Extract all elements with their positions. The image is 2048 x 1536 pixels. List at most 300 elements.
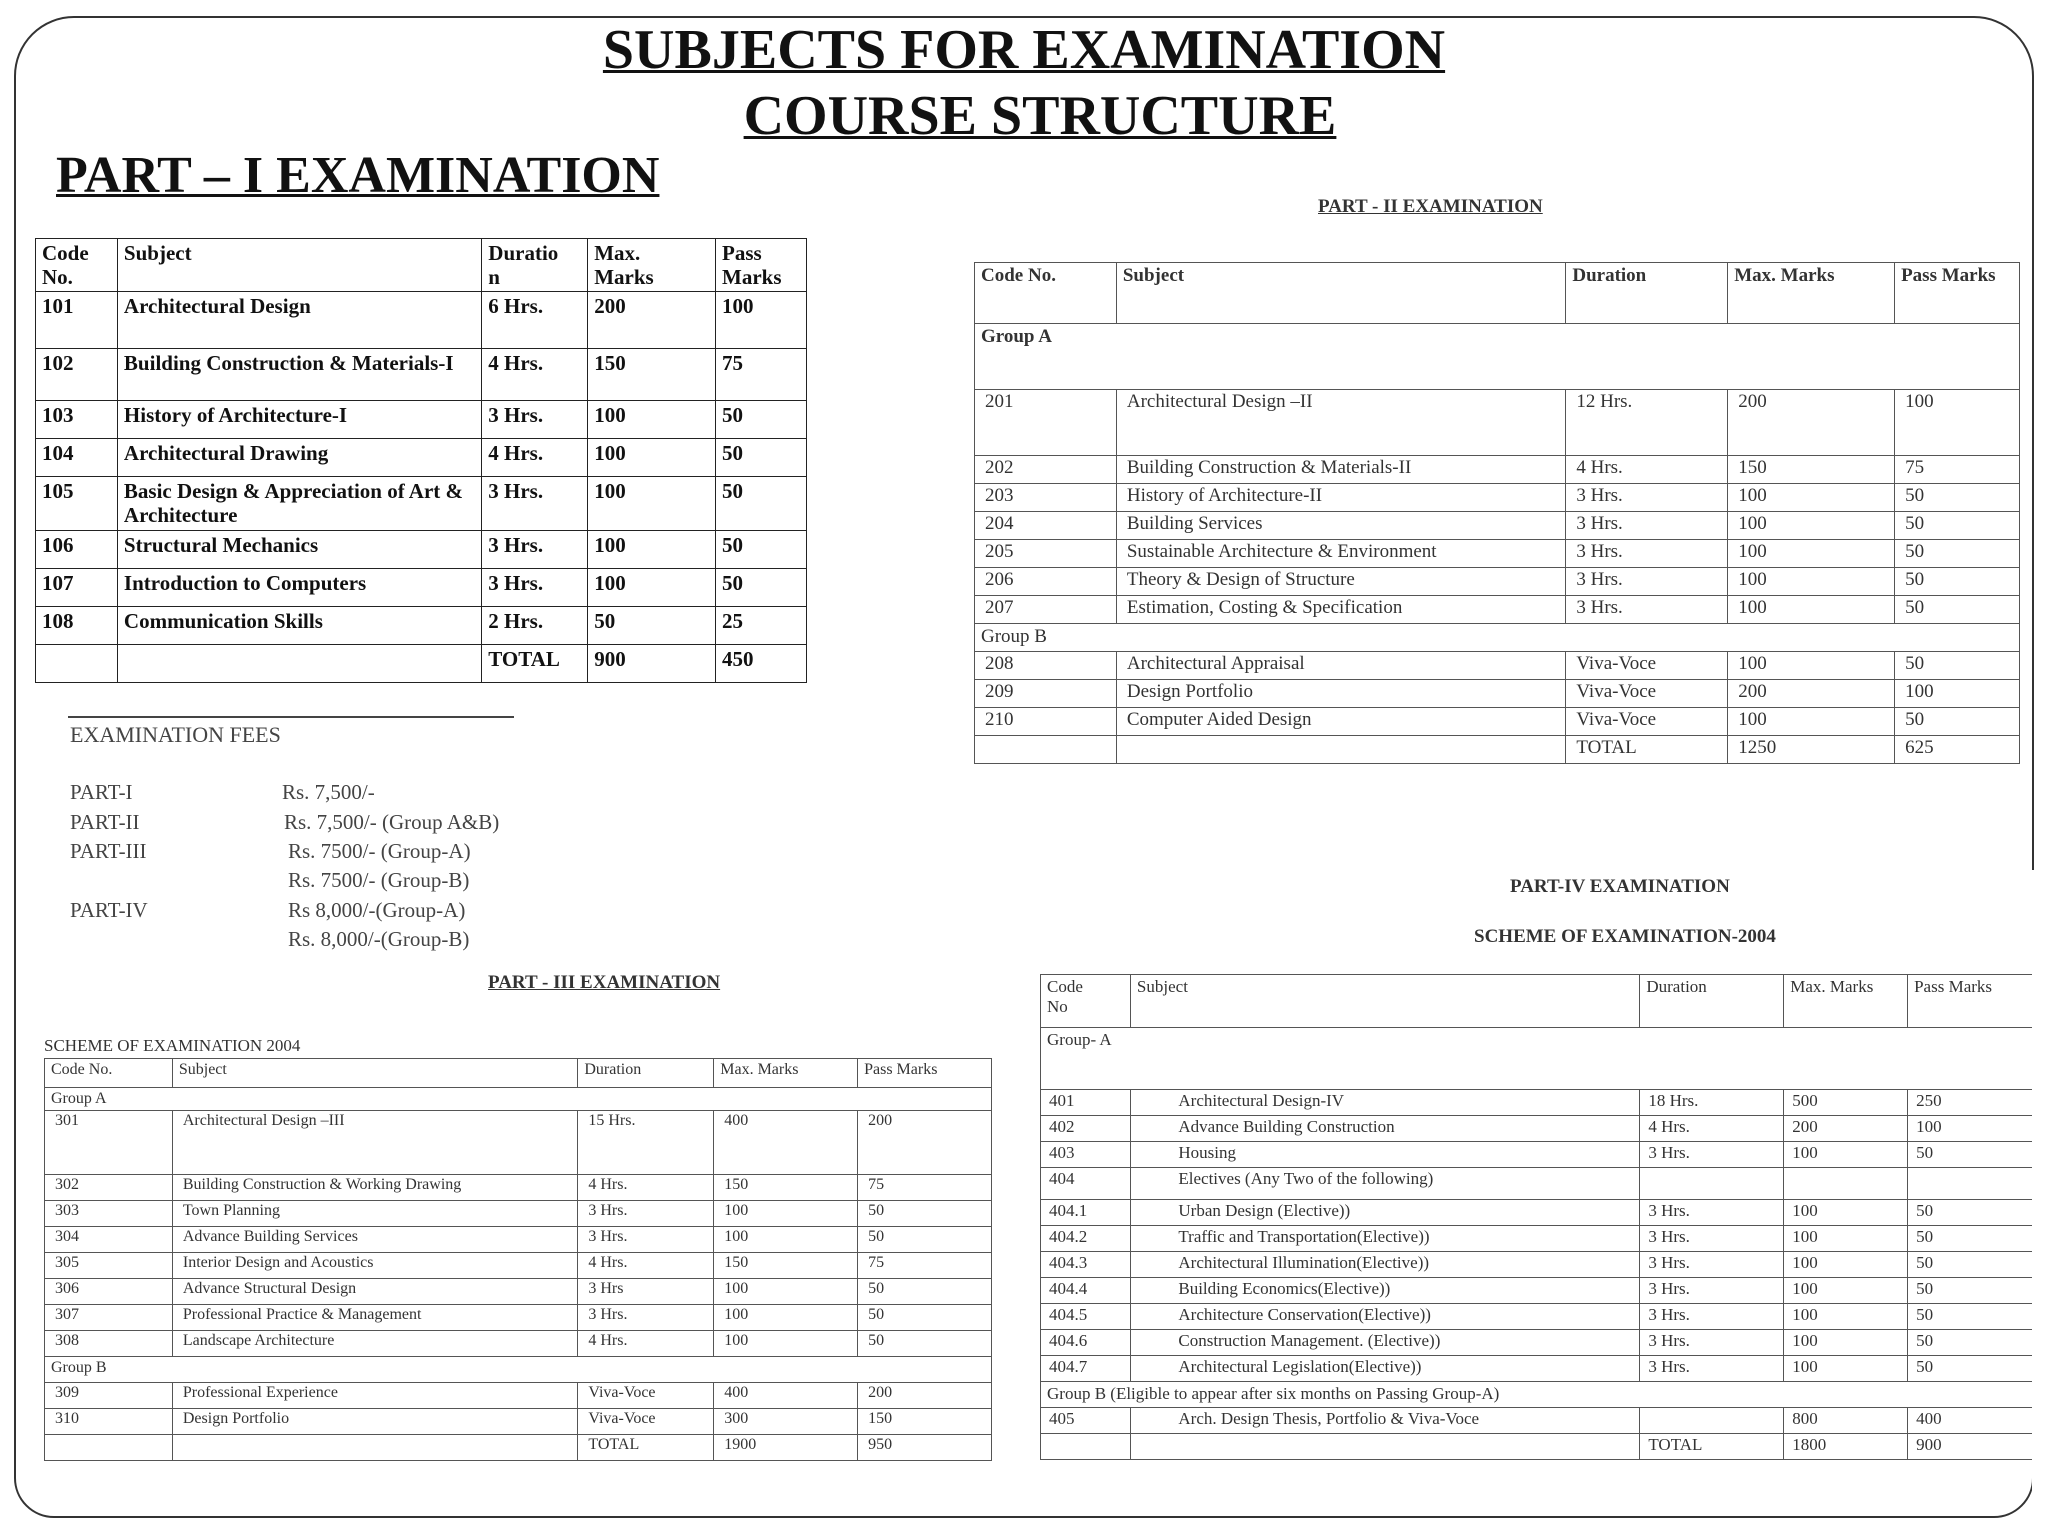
table-cell: Building Construction & Materials-I — [117, 349, 481, 401]
fee-part: PART-I — [70, 780, 133, 804]
table-cell: 1900 — [714, 1435, 858, 1461]
table-cell: 100 — [588, 477, 716, 530]
table-row — [1041, 1116, 2037, 1142]
table-row — [36, 401, 807, 439]
table-cell: 200 — [858, 1111, 992, 1175]
table-cell: 206 — [975, 568, 1117, 596]
spacer-cell — [1130, 1434, 1170, 1460]
table-cell: 150 — [858, 1409, 992, 1435]
table-cell: 100 — [1728, 652, 1895, 680]
table-cell: 400 — [714, 1383, 858, 1409]
table-cell: 404.2 — [1041, 1226, 1131, 1252]
table-cell: 4 Hrs. — [578, 1331, 714, 1357]
table-cell: Design Portfolio — [172, 1409, 578, 1435]
table-cell: 800 — [1784, 1408, 1908, 1434]
table-cell: Viva-Voce — [578, 1383, 714, 1409]
table-cell: 108 — [36, 606, 118, 644]
group-row — [1041, 1382, 2037, 1408]
table-cell: Advance Building Construction — [1170, 1116, 1639, 1142]
table-row — [975, 484, 2020, 512]
table-cell: 209 — [975, 680, 1117, 708]
table-cell: 500 — [1784, 1090, 1908, 1116]
column-header: Code No — [1041, 975, 1131, 1028]
table-cell: 3 Hrs. — [1640, 1200, 1784, 1226]
table-cell: 302 — [45, 1175, 173, 1201]
table-cell: 50 — [1908, 1304, 2037, 1330]
table-row — [975, 456, 2020, 484]
edge-mask — [2032, 870, 2048, 1510]
table-cell: 100 — [588, 439, 716, 477]
table-cell: 100 — [1784, 1226, 1908, 1252]
table-cell: Architectural Appraisal — [1116, 652, 1565, 680]
table-row — [45, 1227, 992, 1253]
group-row — [1041, 1028, 2037, 1090]
table-cell: 208 — [975, 652, 1117, 680]
table-cell: Communication Skills — [117, 606, 481, 644]
table-cell: 404.4 — [1041, 1278, 1131, 1304]
table-cell: 50 — [1908, 1356, 2037, 1382]
header-row — [45, 1059, 992, 1088]
column-header: Code No. — [36, 239, 118, 292]
table-row — [975, 708, 2020, 736]
table-cell — [1640, 1168, 1784, 1200]
spacer-cell — [1130, 1142, 1170, 1168]
table-cell: 200 — [1728, 680, 1895, 708]
table-cell: 3 Hrs. — [578, 1201, 714, 1227]
table-row — [36, 606, 807, 644]
table-cell: 3 Hrs. — [482, 530, 588, 568]
table-cell: Architecture Conservation(Elective)) — [1170, 1304, 1639, 1330]
table-cell: Interior Design and Acoustics — [172, 1253, 578, 1279]
table-cell: 75 — [716, 349, 807, 401]
table-row — [36, 530, 807, 568]
table-cell: 3 Hrs. — [1640, 1278, 1784, 1304]
table-row — [1041, 1252, 2037, 1278]
spacer-cell — [1130, 1200, 1170, 1226]
table-cell: 4 Hrs. — [1640, 1116, 1784, 1142]
table-cell: Traffic and Transportation(Elective)) — [1170, 1226, 1639, 1252]
column-header: Duration — [1640, 975, 1784, 1028]
fee-part: PART-II — [70, 810, 140, 834]
table-cell: 450 — [716, 644, 807, 682]
group-label: Group B (Eligible to appear after six months on Passing Group-A) — [1041, 1382, 2037, 1408]
table-cell: Architectural Illumination(Elective)) — [1170, 1252, 1639, 1278]
column-header: Max. Marks — [588, 239, 716, 292]
part3-heading: PART - III EXAMINATION — [488, 972, 721, 993]
table-cell: 400 — [1908, 1408, 2037, 1434]
table-cell: 50 — [716, 401, 807, 439]
spacer-cell — [1130, 1116, 1170, 1142]
table-row — [1041, 1278, 2037, 1304]
table-cell: 150 — [588, 349, 716, 401]
table-row — [36, 292, 807, 349]
table-cell: 300 — [714, 1409, 858, 1435]
table-cell: Design Portfolio — [1116, 680, 1565, 708]
table-cell: 100 — [1728, 540, 1895, 568]
table-cell: Town Planning — [172, 1201, 578, 1227]
table-cell: 100 — [714, 1279, 858, 1305]
table-cell: 200 — [858, 1383, 992, 1409]
header-row — [36, 239, 807, 292]
fees-heading: EXAMINATION FEES — [70, 722, 281, 747]
table-cell: 200 — [588, 292, 716, 349]
header-row — [975, 263, 2020, 324]
group-row — [975, 624, 2020, 652]
table-cell — [1170, 1434, 1639, 1460]
table-row — [36, 349, 807, 401]
table-cell: 2 Hrs. — [482, 606, 588, 644]
table-cell: 3 Hrs. — [1640, 1252, 1784, 1278]
spacer-cell — [1130, 1278, 1170, 1304]
table-cell: 50 — [1908, 1252, 2037, 1278]
table-cell: 401 — [1041, 1090, 1131, 1116]
table-cell: Introduction to Computers — [117, 568, 481, 606]
table-row — [45, 1279, 992, 1305]
table-row — [36, 644, 807, 682]
table-cell: 15 Hrs. — [578, 1111, 714, 1175]
table-cell: 50 — [716, 477, 807, 530]
table-cell: Housing — [1170, 1142, 1639, 1168]
table-cell: 3 Hrs. — [1566, 568, 1728, 596]
group-label: Group B — [45, 1357, 992, 1383]
table-cell: 50 — [716, 568, 807, 606]
table-cell: 50 — [1895, 512, 2020, 540]
table-row — [975, 540, 2020, 568]
table-cell: 307 — [45, 1305, 173, 1331]
table-cell: 100 — [1784, 1278, 1908, 1304]
table-cell: 100 — [1728, 596, 1895, 624]
table-cell: 100 — [1728, 484, 1895, 512]
column-header: Subject — [172, 1059, 578, 1088]
table-row — [45, 1111, 992, 1175]
table-cell: 4 Hrs. — [578, 1253, 714, 1279]
table-cell: 1800 — [1784, 1434, 1908, 1460]
table-row — [1041, 1434, 2037, 1460]
table-cell: Estimation, Costing & Specification — [1116, 596, 1565, 624]
table-cell: 3 Hrs. — [1640, 1226, 1784, 1252]
part3-scheme: SCHEME OF EXAMINATION 2004 — [44, 1036, 301, 1055]
group-row — [45, 1088, 992, 1111]
column-header: Duration — [1566, 263, 1728, 324]
spacer-cell — [1130, 1304, 1170, 1330]
table-cell: 404.7 — [1041, 1356, 1131, 1382]
table-cell: 3 Hrs. — [1640, 1330, 1784, 1356]
table-cell — [45, 1435, 173, 1461]
table-cell: Advance Structural Design — [172, 1279, 578, 1305]
fee-amount: Rs 8,000/-(Group-A) — [288, 898, 466, 922]
table-cell: 50 — [588, 606, 716, 644]
table-cell: 405 — [1041, 1408, 1131, 1434]
column-header: Max. Marks — [1784, 975, 1908, 1028]
part4-scheme: SCHEME OF EXAMINATION-2004 — [1474, 926, 1776, 947]
table-cell: 50 — [1895, 596, 2020, 624]
table-row — [45, 1175, 992, 1201]
table-cell: 3 Hrs. — [1640, 1356, 1784, 1382]
table-cell: 50 — [858, 1201, 992, 1227]
table-row — [1041, 1356, 2037, 1382]
fees-rule — [68, 716, 514, 718]
table-cell: 100 — [1784, 1356, 1908, 1382]
spacer-cell — [1130, 1356, 1170, 1382]
table-row — [975, 512, 2020, 540]
fee-amount: Rs. 8,000/-(Group-B) — [288, 927, 470, 951]
column-header: Pass Marks — [716, 239, 807, 292]
column-header: Subject — [1116, 263, 1565, 324]
table-cell: 305 — [45, 1253, 173, 1279]
table-cell: 203 — [975, 484, 1117, 512]
table-cell: 3 Hrs. — [1566, 540, 1728, 568]
part1-heading: PART – I EXAMINATION — [56, 147, 660, 204]
table-cell — [1908, 1168, 2037, 1200]
group-label: Group- A — [1041, 1028, 2037, 1090]
part3-table — [44, 1058, 992, 1461]
table-row — [45, 1435, 992, 1461]
table-row — [36, 477, 807, 530]
table-cell: Advance Building Services — [172, 1227, 578, 1253]
table-cell: 50 — [1895, 484, 2020, 512]
group-row — [45, 1357, 992, 1383]
table-cell: Architectural Design-IV — [1170, 1090, 1639, 1116]
table-cell: 100 — [714, 1227, 858, 1253]
table-cell: 100 — [714, 1305, 858, 1331]
table-cell: Viva-Voce — [578, 1409, 714, 1435]
column-header: Max. Marks — [714, 1059, 858, 1088]
table-cell: Computer Aided Design — [1116, 708, 1565, 736]
table-cell: 100 — [588, 568, 716, 606]
table-cell: 200 — [1784, 1116, 1908, 1142]
table-cell: 3 Hrs. — [1566, 512, 1728, 540]
table-cell: 202 — [975, 456, 1117, 484]
table-cell: 100 — [1895, 390, 2020, 456]
part2-table — [974, 262, 2020, 764]
table-cell: 100 — [1784, 1142, 1908, 1168]
table-cell: 6 Hrs. — [482, 292, 588, 349]
part4-heading: PART-IV EXAMINATION — [1510, 876, 1730, 897]
group-label: Group A — [975, 324, 2020, 390]
table-row — [1041, 1200, 2037, 1226]
table-cell: Theory & Design of Structure — [1116, 568, 1565, 596]
table-cell: 100 — [588, 401, 716, 439]
spacer-cell — [1130, 1408, 1170, 1434]
table-row — [975, 596, 2020, 624]
table-cell: 100 — [1784, 1304, 1908, 1330]
table-cell: Building Construction & Working Drawing — [172, 1175, 578, 1201]
table-cell: 100 — [1784, 1200, 1908, 1226]
table-cell: 100 — [716, 292, 807, 349]
table-cell — [1640, 1408, 1784, 1434]
table-cell — [117, 644, 481, 682]
table-cell: 207 — [975, 596, 1117, 624]
table-cell: Urban Design (Elective)) — [1170, 1200, 1639, 1226]
fee-part: PART-III — [70, 839, 147, 863]
table-cell: 25 — [716, 606, 807, 644]
table-row — [1041, 1168, 2037, 1200]
table-cell: 50 — [1908, 1278, 2037, 1304]
group-label: Group A — [45, 1088, 992, 1111]
table-cell: 402 — [1041, 1116, 1131, 1142]
table-row — [975, 568, 2020, 596]
table-row — [45, 1253, 992, 1279]
table-cell: 101 — [36, 292, 118, 349]
column-header: Duration — [578, 1059, 714, 1088]
spacer-cell — [1130, 1330, 1170, 1356]
fee-amount: Rs. 7500/- (Group-A) — [288, 839, 471, 863]
table-cell: 75 — [1895, 456, 2020, 484]
spacer-cell — [1130, 1090, 1170, 1116]
table-row — [45, 1305, 992, 1331]
part1-table — [35, 238, 807, 683]
table-cell — [172, 1435, 578, 1461]
column-header: Subject — [117, 239, 481, 292]
column-header: Pass Marks — [858, 1059, 992, 1088]
table-cell — [36, 644, 118, 682]
table-cell: 404.3 — [1041, 1252, 1131, 1278]
table-cell: 50 — [1908, 1200, 2037, 1226]
table-row — [975, 736, 2020, 764]
table-cell: 12 Hrs. — [1566, 390, 1728, 456]
column-header: Pass Marks — [1895, 263, 2020, 324]
table-row — [975, 652, 2020, 680]
table-cell: Viva-Voce — [1566, 652, 1728, 680]
table-cell: 301 — [45, 1111, 173, 1175]
table-cell: 150 — [1728, 456, 1895, 484]
table-cell: Electives (Any Two of the following) — [1170, 1168, 1639, 1200]
table-cell: Structural Mechanics — [117, 530, 481, 568]
table-cell: TOTAL — [1566, 736, 1728, 764]
table-cell: Building Services — [1116, 512, 1565, 540]
spacer-cell — [1130, 1252, 1170, 1278]
column-header: Duratio n — [482, 239, 588, 292]
table-cell: 3 Hrs. — [1566, 596, 1728, 624]
table-cell: 100 — [714, 1201, 858, 1227]
table-cell: 4 Hrs. — [578, 1175, 714, 1201]
fee-amount: Rs. 7,500/- (Group A&B) — [284, 810, 500, 834]
column-header: Max. Marks — [1728, 263, 1895, 324]
table-cell — [1041, 1434, 1131, 1460]
table-cell: 900 — [1908, 1434, 2037, 1460]
table-cell: 100 — [1728, 512, 1895, 540]
table-cell: 309 — [45, 1383, 173, 1409]
fee-amount: Rs. 7,500/- — [282, 780, 375, 804]
part2-heading: PART - II EXAMINATION — [1318, 196, 1543, 217]
table-cell: 102 — [36, 349, 118, 401]
table-cell: 50 — [858, 1331, 992, 1357]
table-cell: 100 — [1728, 708, 1895, 736]
table-cell: 308 — [45, 1331, 173, 1357]
table-cell: Architectural Design –II — [1116, 390, 1565, 456]
table-cell: 404.5 — [1041, 1304, 1131, 1330]
table-cell: 625 — [1895, 736, 2020, 764]
table-cell: 4 Hrs. — [482, 439, 588, 477]
table-cell: 310 — [45, 1409, 173, 1435]
table-cell: 103 — [36, 401, 118, 439]
table-cell: 3 Hrs. — [1640, 1142, 1784, 1168]
table-cell: 250 — [1908, 1090, 2037, 1116]
table-cell: 3 Hrs. — [1566, 484, 1728, 512]
table-row — [45, 1409, 992, 1435]
table-cell: Building Economics(Elective)) — [1170, 1278, 1639, 1304]
table-row — [45, 1201, 992, 1227]
table-row — [1041, 1226, 2037, 1252]
table-cell: Arch. Design Thesis, Portfolio & Viva-Voce — [1170, 1408, 1639, 1434]
table-cell: 304 — [45, 1227, 173, 1253]
table-cell: 50 — [1908, 1142, 2037, 1168]
table-cell: 404 — [1041, 1168, 1131, 1200]
table-cell: Professional Experience — [172, 1383, 578, 1409]
table-cell: Architectural Legislation(Elective)) — [1170, 1356, 1639, 1382]
table-cell: 303 — [45, 1201, 173, 1227]
table-cell: 950 — [858, 1435, 992, 1461]
table-cell: History of Architecture-I — [117, 401, 481, 439]
table-cell: 3 Hrs. — [482, 477, 588, 530]
table-cell: 50 — [858, 1227, 992, 1253]
page-subtitle: COURSE STRUCTURE — [743, 85, 1337, 147]
fee-part: PART-IV — [70, 898, 148, 922]
spacer-cell — [1130, 1168, 1170, 1200]
page-title: SUBJECTS FOR EXAMINATION — [602, 19, 1446, 81]
table-cell: TOTAL — [1640, 1434, 1784, 1460]
table-cell: Construction Management. (Elective)) — [1170, 1330, 1639, 1356]
table-row — [36, 568, 807, 606]
table-cell: 100 — [714, 1331, 858, 1357]
table-cell: 150 — [714, 1175, 858, 1201]
group-row — [975, 324, 2020, 390]
table-cell: 1250 — [1728, 736, 1895, 764]
table-cell: 100 — [1895, 680, 2020, 708]
table-cell: 50 — [716, 530, 807, 568]
table-row — [45, 1383, 992, 1409]
part4-table — [1040, 974, 2037, 1460]
table-row — [36, 439, 807, 477]
table-cell: Architectural Design –III — [172, 1111, 578, 1175]
table-cell: 50 — [858, 1305, 992, 1331]
table-row — [1041, 1142, 2037, 1168]
table-cell: 50 — [1895, 652, 2020, 680]
table-cell: 3 Hrs. — [1640, 1304, 1784, 1330]
table-cell: 100 — [1784, 1330, 1908, 1356]
table-cell: 100 — [588, 530, 716, 568]
table-cell: 306 — [45, 1279, 173, 1305]
column-header: Subject — [1130, 975, 1639, 1028]
table-cell: 900 — [588, 644, 716, 682]
table-cell: 3 Hrs — [578, 1279, 714, 1305]
table-cell: TOTAL — [482, 644, 588, 682]
table-row — [975, 680, 2020, 708]
table-cell: Professional Practice & Management — [172, 1305, 578, 1331]
table-cell: 150 — [714, 1253, 858, 1279]
table-cell: 105 — [36, 477, 118, 530]
table-row — [975, 390, 2020, 456]
spacer-cell — [1130, 1226, 1170, 1252]
table-cell: 404.6 — [1041, 1330, 1131, 1356]
table-cell: 404.1 — [1041, 1200, 1131, 1226]
table-row — [1041, 1304, 2037, 1330]
table-cell: 50 — [858, 1279, 992, 1305]
table-cell: 50 — [1908, 1330, 2037, 1356]
table-cell: 106 — [36, 530, 118, 568]
column-header: Pass Marks — [1908, 975, 2037, 1028]
table-cell: 205 — [975, 540, 1117, 568]
table-cell: 50 — [1895, 708, 2020, 736]
table-cell: 50 — [1908, 1226, 2037, 1252]
table-cell: Viva-Voce — [1566, 680, 1728, 708]
table-cell: 100 — [1728, 568, 1895, 596]
table-cell: Basic Design & Appreciation of Art & Architecture — [117, 477, 481, 530]
table-row — [45, 1331, 992, 1357]
table-cell: 200 — [1728, 390, 1895, 456]
table-cell: 4 Hrs. — [1566, 456, 1728, 484]
table-cell: 50 — [716, 439, 807, 477]
